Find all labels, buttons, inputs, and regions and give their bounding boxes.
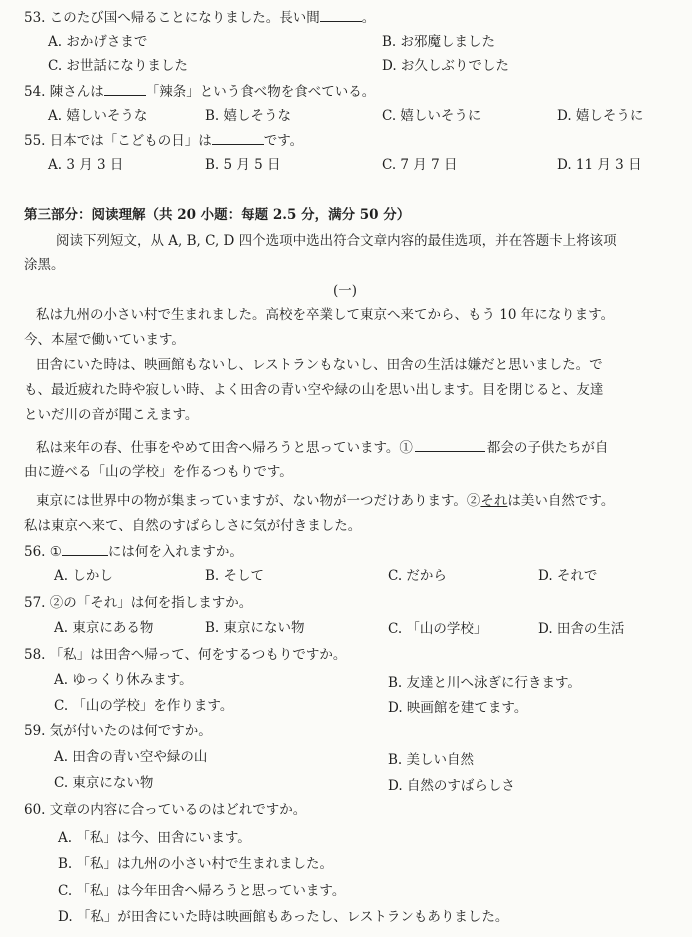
q60-option-c: C. 「私」は今年田舎へ帰ろうと思っています。 — [58, 883, 346, 899]
passage-line-8-end: は美い自然です。 — [507, 493, 615, 509]
q58-option-c: C. 「山の学校」を作ります。 — [54, 698, 234, 714]
passage-line-4: も、最近疲れた時や寂しい時、よく田舎の青い空や緑の山を思い出します。目を閉じると、友達 — [24, 382, 604, 398]
question-55-stem: 55. 日本では「こどもの日」は — [24, 133, 212, 149]
q57-option-a: A. 東京にある物 — [54, 620, 154, 636]
q59-option-b: B. 美しい自然 — [388, 752, 475, 768]
passage-line-6-end: 都会の子供たちが自 — [486, 440, 609, 456]
section-3-instructions: 阅读下列短文，从 A, B, C, D 四个选项中选出符合文章内容的最佳选项，并在答题卡上将该项 — [56, 233, 617, 249]
underlined-sore: それ — [480, 493, 508, 509]
question-56-stem: 56. ① — [24, 544, 62, 560]
q56-option-c: C. だから — [388, 568, 447, 584]
q54-option-d: D. 嬉しそうに — [557, 108, 644, 124]
q56-option-a: A. しかし — [54, 568, 113, 584]
q55-option-d: D. 11 月 3 日 — [557, 157, 642, 173]
question-54-stem-end: 「辣条」という食べ物を食べている。 — [145, 84, 376, 100]
passage-line-8-start: 東京には世界中の物が集まっていますが、ない物が一つだけあります。② — [36, 493, 481, 509]
q53-option-a: A. おかげさまで — [48, 34, 148, 50]
passage-line-6-start: 私は来年の春、仕事をやめて田舎へ帰ろうと思っています。① — [36, 440, 413, 456]
section-3-instructions-cont: 涂黑。 — [24, 257, 65, 273]
q54-option-a: A. 嬉しいそうな — [48, 108, 148, 124]
question-57: 57. ②の「それ」は何を指しますか。 — [24, 595, 253, 611]
q53-option-d: D. お久しぶりでした — [382, 58, 509, 74]
section-3-heading: 第三部分：阅读理解（共 20 小题：每题 2.5 分，满分 50 分） — [24, 207, 411, 223]
question-54-stem: 54. 陳さんは — [24, 84, 104, 100]
q54-option-b: B. 嬉しそうな — [205, 108, 292, 124]
question-60: 60. 文章の内容に合っているのはどれですか。 — [24, 802, 307, 818]
q55-option-c: C. 7 月 7 日 — [382, 157, 458, 173]
passage-title: (一) — [333, 283, 358, 299]
q59-option-d: D. 自然のすばらしさ — [388, 778, 515, 794]
q57-option-b: B. 東京にない物 — [205, 620, 305, 636]
question-55 — [24, 131, 303, 150]
q58-option-d: D. 映画館を建てます。 — [388, 700, 528, 716]
answer-blank — [104, 82, 146, 96]
passage-line-7: 由に遊べる「山の学校」を作るつもりです。 — [24, 464, 293, 480]
q58-option-b: B. 友達と川へ泳ぎに行きます。 — [388, 675, 581, 691]
q60-option-b: B. 「私」は九州の小さい村で生まれました。 — [58, 856, 334, 872]
q55-option-a: A. 3 月 3 日 — [48, 157, 124, 173]
q59-option-a: A. 田舎の青い空や緑の山 — [54, 749, 208, 765]
passage-line-2: 今、本屋で働いています。 — [24, 332, 185, 348]
q57-option-d: D. 田舎の生活 — [538, 621, 625, 637]
passage-line-5: といだ川の音が聞こえます。 — [24, 407, 199, 423]
q55-option-b: B. 5 月 5 日 — [205, 157, 281, 173]
question-59: 59. 気が付いたのは何ですか。 — [24, 723, 212, 739]
answer-blank — [320, 8, 362, 22]
q56-option-b: B. そして — [205, 568, 265, 584]
question-54 — [24, 82, 375, 101]
passage-line-9: 私は東京へ来て、自然のすばらしさに気が付きました。 — [24, 518, 362, 534]
q60-option-d: D. 「私」が田舎にいた時は映画館もあったし、レストランもありました。 — [58, 909, 509, 925]
question-53-stem: 53. このたび国へ帰ることになりました。長い間 — [24, 10, 320, 26]
passage-line-6 — [36, 438, 608, 457]
answer-blank — [62, 542, 108, 556]
q57-option-c: C. 「山の学校」 — [388, 621, 488, 637]
question-56-stem-end: には何を入れますか。 — [107, 544, 243, 560]
answer-blank — [212, 131, 264, 145]
question-53-stem-end: 。 — [361, 10, 376, 26]
q59-option-c: C. 東京にない物 — [54, 775, 154, 791]
q54-option-c: C. 嬉しいそうに — [382, 108, 482, 124]
passage-line-8 — [36, 492, 614, 510]
q58-option-a: A. ゆっくり休みます。 — [54, 672, 193, 688]
q53-option-b: B. お邪魔しました — [382, 34, 496, 50]
question-58: 58. 「私」は田舎へ帰って、何をするつもりですか。 — [24, 647, 347, 663]
question-53 — [24, 8, 375, 27]
question-56 — [24, 542, 243, 561]
passage-line-1: 私は九州の小さい村で生まれました。高校を卒業して東京へ来てから、もう 10 年になります。 — [36, 307, 615, 323]
q56-option-d: D. それで — [538, 568, 598, 584]
passage-line-3: 田舎にいた時は、映画館もないし、レストランもないし、田舎の生活は嫌だと思いました。で — [36, 357, 603, 373]
passage-blank-1 — [415, 438, 485, 452]
question-55-stem-end: です。 — [263, 133, 304, 149]
q60-option-a: A. 「私」は今、田舎にいます。 — [58, 830, 251, 846]
q53-option-c: C. お世話になりました — [48, 58, 188, 74]
